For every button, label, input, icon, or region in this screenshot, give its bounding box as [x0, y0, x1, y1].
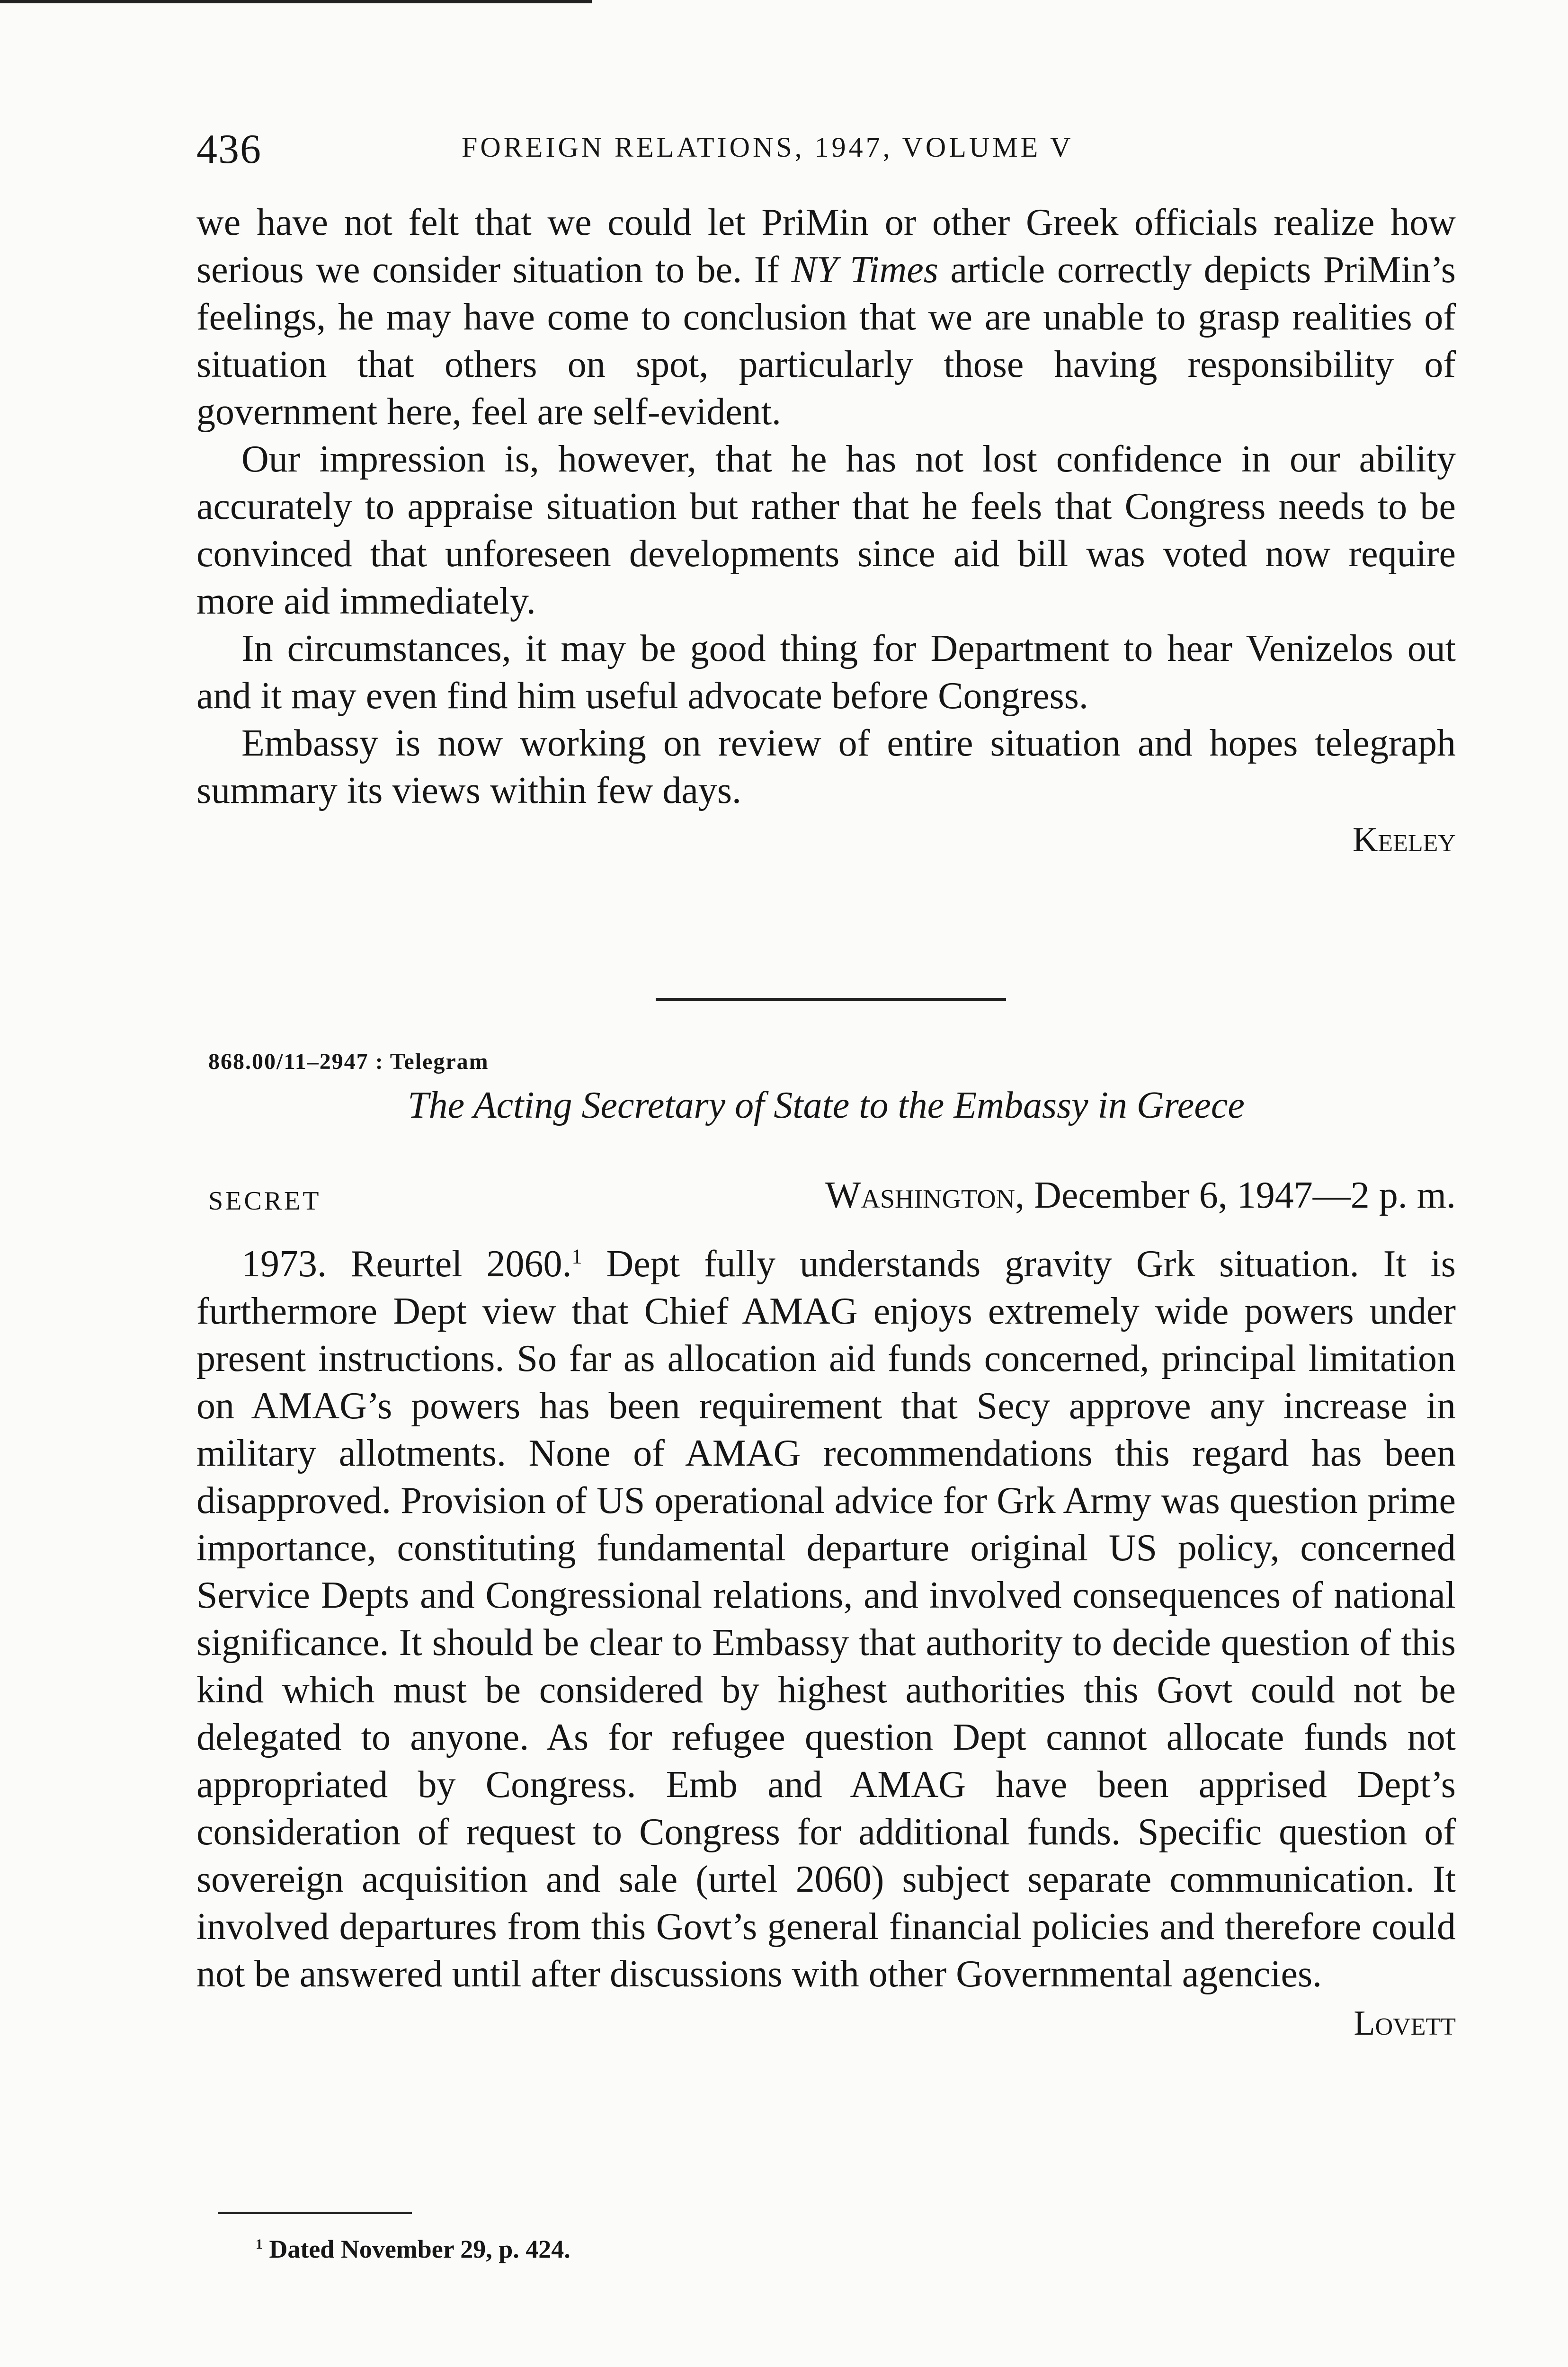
footnote-rule	[218, 2212, 412, 2214]
dateline	[825, 1174, 1456, 1217]
telegram-body	[196, 1240, 1456, 2047]
footnote-marker: 1	[571, 1245, 582, 1268]
signature-keeley: Keeley	[1352, 820, 1456, 859]
page-header	[196, 125, 1475, 182]
signature-lovett: Lovett	[1354, 2004, 1456, 2043]
section-divider	[656, 998, 1006, 1001]
paragraph-text: Dept fully understands gravity Grk situation. It is furthermore Dept view that Chief AMAG enjoys extremely wide powers under present instructions. So far as allocation aid funds concerned, principal limitation on AMAG’s powers has been requirement that Secy approve any increase in military allotments. None of AMAG recommendations this regard has been disapproved. Provision of US operational advice for Grk Army was question prime importance, constituting fundamental departure original US policy, concerned Service Depts and Congressional relations, and involved consequences of national significance. It should be clear to Embassy that authority to decide question of this kind which must be considered by highest authorities this Govt could not be delegated to anyone. As for refugee question Dept cannot allocate funds not appropriated by Congress. Emb and AMAG have been apprised Dept’s consideration of request to Congress for additional funds. Specific question of sovereign acquisition and sale (urtel 2060) subject separate communication. It involved departures from this Govt’s general financial policies and therefore could not be answered until after discussions with other Governmental agencies.	[196, 1243, 1456, 1995]
continued-telegram-text	[196, 199, 1456, 863]
dateline-date: , December 6, 1947—2 p. m.	[1015, 1175, 1456, 1216]
paragraph: Embassy is now working on review of entire situation and hopes telegraph summary its views within few days.	[196, 722, 1456, 811]
paragraph: Our impression is, however, that he has not lost confidence in our ability accurately to appraise situation but rather that he feels that Congress needs to be convinced that unforeseen developments since aid bill was voted now require more aid immediately.	[196, 438, 1456, 622]
dateline-place: Washington	[825, 1175, 1016, 1216]
running-head: FOREIGN RELATIONS, 1947, VOLUME V	[462, 132, 1074, 163]
paragraph-text: 1973. Reurtel 2060.	[241, 1243, 572, 1285]
footnote-number: 1	[256, 2237, 263, 2252]
document-title: The Acting Secretary of State to the Embassy in Greece	[408, 1085, 1245, 1126]
paragraph-text: article correctly depicts PriMin’s feelings, he may have come to conclusion that we are unable to grasp realities of situation that others on spot, particularly those having responsibility of government here, feel are self-evident.	[196, 249, 1456, 433]
paragraph	[196, 199, 1456, 436]
page-number: 436	[196, 126, 262, 172]
paragraph-text: we have not felt that we could let PriMin or other Greek officials realize how serious we consider situation to be. If	[196, 202, 1456, 291]
paragraph: In circumstances, it may be good thing for Department to hear Venizelos out and it may even find him useful advocate before Congress.	[196, 628, 1456, 717]
classification-label: SECRET	[208, 1186, 321, 1216]
footnote	[256, 2234, 570, 2264]
paragraph	[196, 1240, 1456, 1998]
file-reference: 868.00/11–2947 : Telegram	[208, 1049, 489, 1074]
top-edge-rule	[0, 0, 592, 3]
newspaper-title: NY Times	[791, 249, 938, 291]
footnote-text: Dated November 29, p. 424.	[262, 2235, 570, 2263]
